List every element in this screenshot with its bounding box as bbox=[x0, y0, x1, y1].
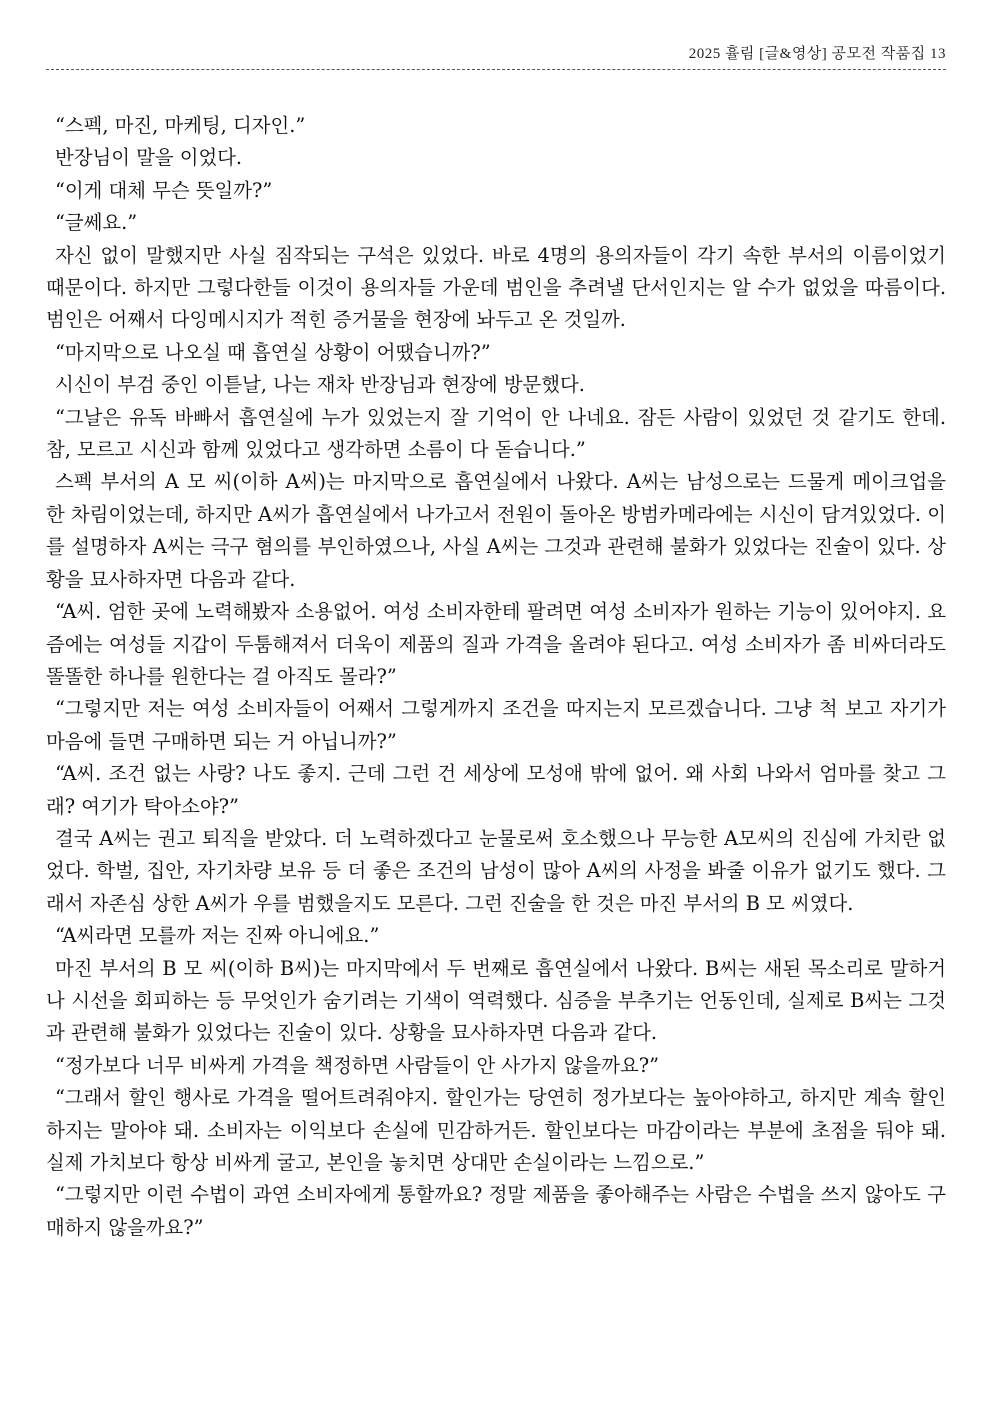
paragraph: “그렇지만 이런 수법이 과연 소비자에게 통할까요? 정말 제품을 좋아해주는 사람은 수법을 쓰지 않아도 구매하지 않을까요?” bbox=[46, 1183, 946, 1239]
header-divider bbox=[46, 69, 946, 70]
paragraph: “마지막으로 나오실 때 흡연실 상황이 어땠습니까?” bbox=[55, 340, 491, 364]
paragraph: 반장님이 말을 이었다. bbox=[55, 146, 243, 170]
paragraph: “그래서 할인 행사로 가격을 떨어트려줘야지. 할인가는 당연히 정가보다는 높아야하고, 하지만 계속 할인하지는 말아야 돼. 소비자는 이익보다 손실에 민감하거든. 할인보다는 마감이라는 부분에 초점을 둬야 돼. 실제 가치보다 항상 비싸게 굴고, 본인을 놓치면 상대만 손실이라는 느낌으로.” bbox=[46, 1086, 946, 1174]
paragraph: “A씨라면 모를까 저는 진짜 아니에요.” bbox=[55, 924, 380, 948]
paragraph: “A씨. 엄한 곳에 노력해봤자 소용없어. 여성 소비자한테 팔려면 여성 소비자가 원하는 기능이 있어야지. 요즘에는 여성들 지갑이 두툼해져서 더욱이 제품의 질과 가격을 올려야 된다고. 여성 소비자가 좀 비싸더라도 똘똘한 하나를 원한다는 걸 아직도 몰라?” bbox=[46, 600, 946, 688]
paragraph: “스펙, 마진, 마케팅, 디자인.” bbox=[55, 114, 306, 137]
paragraph: “그날은 유독 바빠서 흡연실에 누가 있었는지 잘 기억이 안 나네요. 잠든 사람이 있었던 것 같기도 한데. 참, 모르고 시신과 함께 있었다고 생각하면 소름이 다 돋습니다.” bbox=[46, 405, 946, 462]
document-body bbox=[46, 110, 946, 1244]
running-header: 2025 휼림 [글&영상] 공모전 작품집 13 bbox=[688, 46, 946, 62]
paragraph: “A씨. 조건 없는 사랑? 나도 좋지. 근데 그런 건 세상에 모성애 밖에 없어. 왜 사회 나와서 엄마를 찾고 그래? 여기가 탁아소야?” bbox=[46, 762, 946, 818]
paragraph: “정가보다 너무 비싸게 가격을 책정하면 사람들이 안 사가지 않을까요?” bbox=[55, 1053, 660, 1077]
paragraph: 시신이 부검 중인 이튿날, 나는 재차 반장님과 현장에 방문했다. bbox=[55, 373, 585, 397]
paragraph: “이게 대체 무슨 뜻일까?” bbox=[55, 178, 273, 202]
paragraph: 자신 없이 말했지만 사실 짐작되는 구석은 있었다. 바로 4명의 용의자들이 각기 속한 부서의 이름이었기 때문이다. 하지만 그렇다한들 이것이 용의자들 가운데 범인을 추려낼 단서인지는 알 수가 없었을 따름이다. 범인은 어째서 다잉메시지가 적힌 증거물을 현장에 놔두고 온 것일까. bbox=[46, 243, 946, 332]
paragraph: 결국 A씨는 권고 퇴직을 받았다. 더 노력하겠다고 눈물로써 호소했으나 무능한 A모씨의 진심에 가치란 없었다. 학벌, 집안, 자기차량 보유 등 더 좋은 조건의 남성이 많아 A씨의 사정을 봐줄 이유가 없기도 했다. 그래서 자존심 상한 A씨가 우를 범했을지도 모른다. 그런 진술을 한 것은 마진 부서의 B 모 씨였다. bbox=[46, 826, 946, 915]
paragraph: “그렇지만 저는 여성 소비자들이 어째서 그렇게까지 조건을 따지는지 모르겠습니다. 그냥 척 보고 자기가 마음에 들면 구매하면 되는 거 아닙니까?” bbox=[46, 697, 946, 753]
paragraph: 마진 부서의 B 모 씨(이하 B씨)는 마지막에서 두 번째로 흡연실에서 나왔다. B씨는 새된 목소리로 말하거나 시선을 회피하는 등 무엇인가 숨기려는 기색이 역력했다. 심증을 부추기는 언동인데, 실제로 B씨는 그것과 관련해 불화가 있었다는 진술이 있다. 상황을 묘사하자면 다음과 같다. bbox=[46, 956, 946, 1045]
paragraph: “글쎄요.” bbox=[55, 211, 138, 235]
paragraph: 스펙 부서의 A 모 씨(이하 A씨)는 마지막으로 흡연실에서 나왔다. A씨는 남성으로는 드물게 메이크업을 한 차림이었는데, 하지만 A씨가 흡연실에서 나가고서 전원이 돌아온 방범카메라에는 시신이 담겨있었다. 이를 설명하자 A씨는 극구 혐의를 부인하였으나, 사실 A씨는 그것과 관련해 불화가 있었다는 진술이 있다. 상황을 묘사하자면 다음과 같다. bbox=[46, 470, 946, 591]
